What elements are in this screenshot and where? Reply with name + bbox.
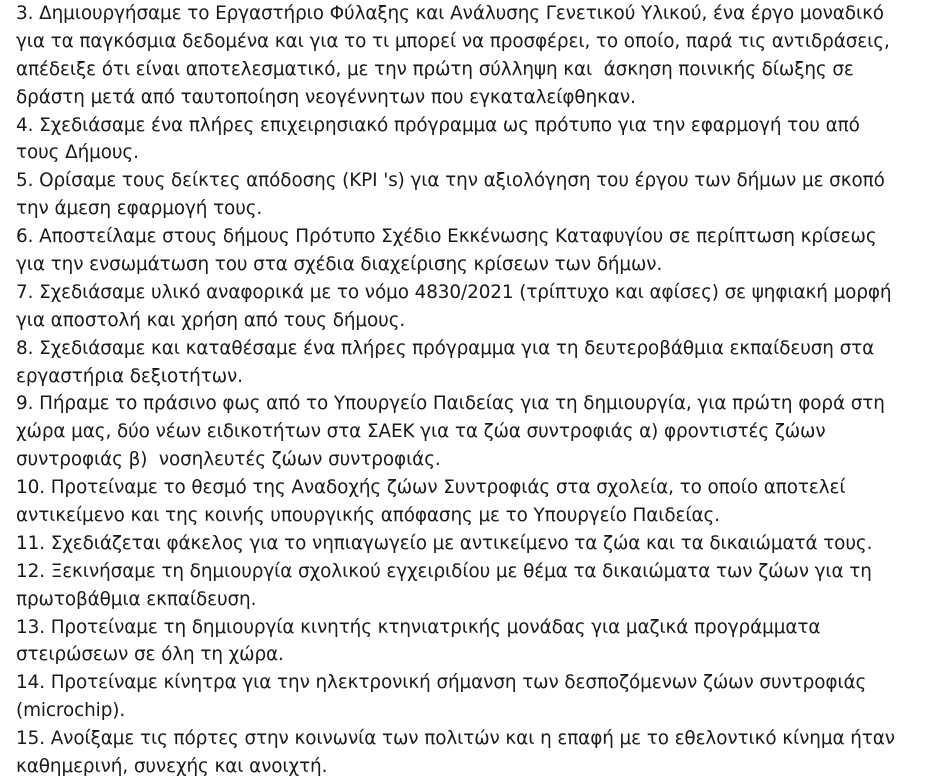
text-line: πρωτοβάθμια εκπαίδευση. [16,588,257,610]
text-line: 12. Ξεκινήσαμε τη δημιουργία σχολικού εγχειριδίου με θέμα τα δικαιώματα των ζώων για τη [16,560,872,582]
text-line: καθημερινή, συνεχής και ανοιχτή. [16,756,328,778]
text-line: χώρα μας, δύο νέων ειδικοτήτων στα ΣΑΕΚ για τα ζώα συντροφιάς α) φροντιστές ζώων [16,421,826,443]
text-line: την άμεση εφαρμογή τους. [16,198,263,220]
text-line: 10. Προτείναμε το θεσμό της Αναδοχής ζώων Συντροφιάς στα σχολεία, το οποίο αποτελεί [16,477,846,499]
text-line: 5. Ορίσαμε τους δείκτες απόδοσης (KPI 's) για την αξιολόγηση του έργου των δήμων με σκοπό [16,170,885,192]
text-line: τους Δήμους. [16,142,139,164]
text-line: 8. Σχεδιάσαμε και καταθέσαμε ένα πλήρες πρόγραμμα για τη δευτεροβάθμια εκπαίδευση στα [16,337,875,359]
document-body [16,0,922,781]
text-line: εργαστήρια δεξιοτήτων. [16,365,243,387]
text-line: για την ενσωμάτωση του στα σχέδια διαχείρισης κρίσεων των δήμων. [16,254,663,276]
text-line: 15. Ανοίξαμε τις πόρτες στην κοινωνία των πολιτών και η επαφή με το εθελοντικό κίνημα ήταν [16,728,895,750]
text-line: 7. Σχεδιάσαμε υλικό αναφορικά με το νόμο 4830/2021 (τρίπτυχο και αφίσες) σε ψηφιακή μορφή [16,281,892,303]
text-line: 4. Σχεδιάσαμε ένα πλήρες επιχειρησιακό πρόγραμμα ως πρότυπο για την εφαρμογή του από [16,114,860,136]
text-line: απέδειξε ότι είναι αποτελεσματικό, με την πρώτη σύλληψη και άσκηση ποινικής δίωξης σε [16,58,854,80]
text-line: για τα παγκόσμια δεδομένα και για το τι μπορεί να προσφέρει, το οποίο, παρά τις αντιδράσεις, [16,30,890,52]
text-line: δράστη μετά από ταυτοποίηση νεογέννητων που εγκαταλείφθηκαν. [16,86,636,108]
text-line: 14. Προτείναμε κίνητρα για την ηλεκτρονική σήμανση των δεσποζόμενων ζώων συντροφιάς [16,672,867,694]
text-line: στειρώσεων σε όλη τη χώρα. [16,644,284,666]
text-line: (microchip). [16,700,126,722]
text-line: 3. Δημιουργήσαμε το Εργαστήριο Φύλαξης και Ανάλυσης Γενετικού Υλικού, ένα έργο μοναδικό [16,3,884,24]
text-line: 13. Προτείναμε τη δημιουργία κινητής κτηνιατρικής μονάδας για μαζικά προγράμματα [16,616,821,638]
text-line: αντικείμενο και της κοινής υπουργικής απόφασης με το Υπουργείο Παιδείας. [16,505,720,527]
text-line: 9. Πήραμε το πράσινο φως από το Υπουργείο Παιδείας για τη δημιουργία, για πρώτη φορά στη [16,393,885,415]
text-line: 11. Σχεδιάζεται φάκελος για το νηπιαγωγείο με αντικείμενο τα ζώα και τα δικαιώματά τους. [16,532,873,554]
text-line: για αποστολή και χρήση από τους δήμους. [16,309,406,331]
text-line: 6. Αποστείλαμε στους δήμους Πρότυπο Σχέδιο Εκκένωσης Καταφυγίου σε περίπτωση κρίσεως [16,226,877,248]
text-line: συντροφιάς β) νοσηλευτές ζώων συντροφιάς. [16,449,441,471]
